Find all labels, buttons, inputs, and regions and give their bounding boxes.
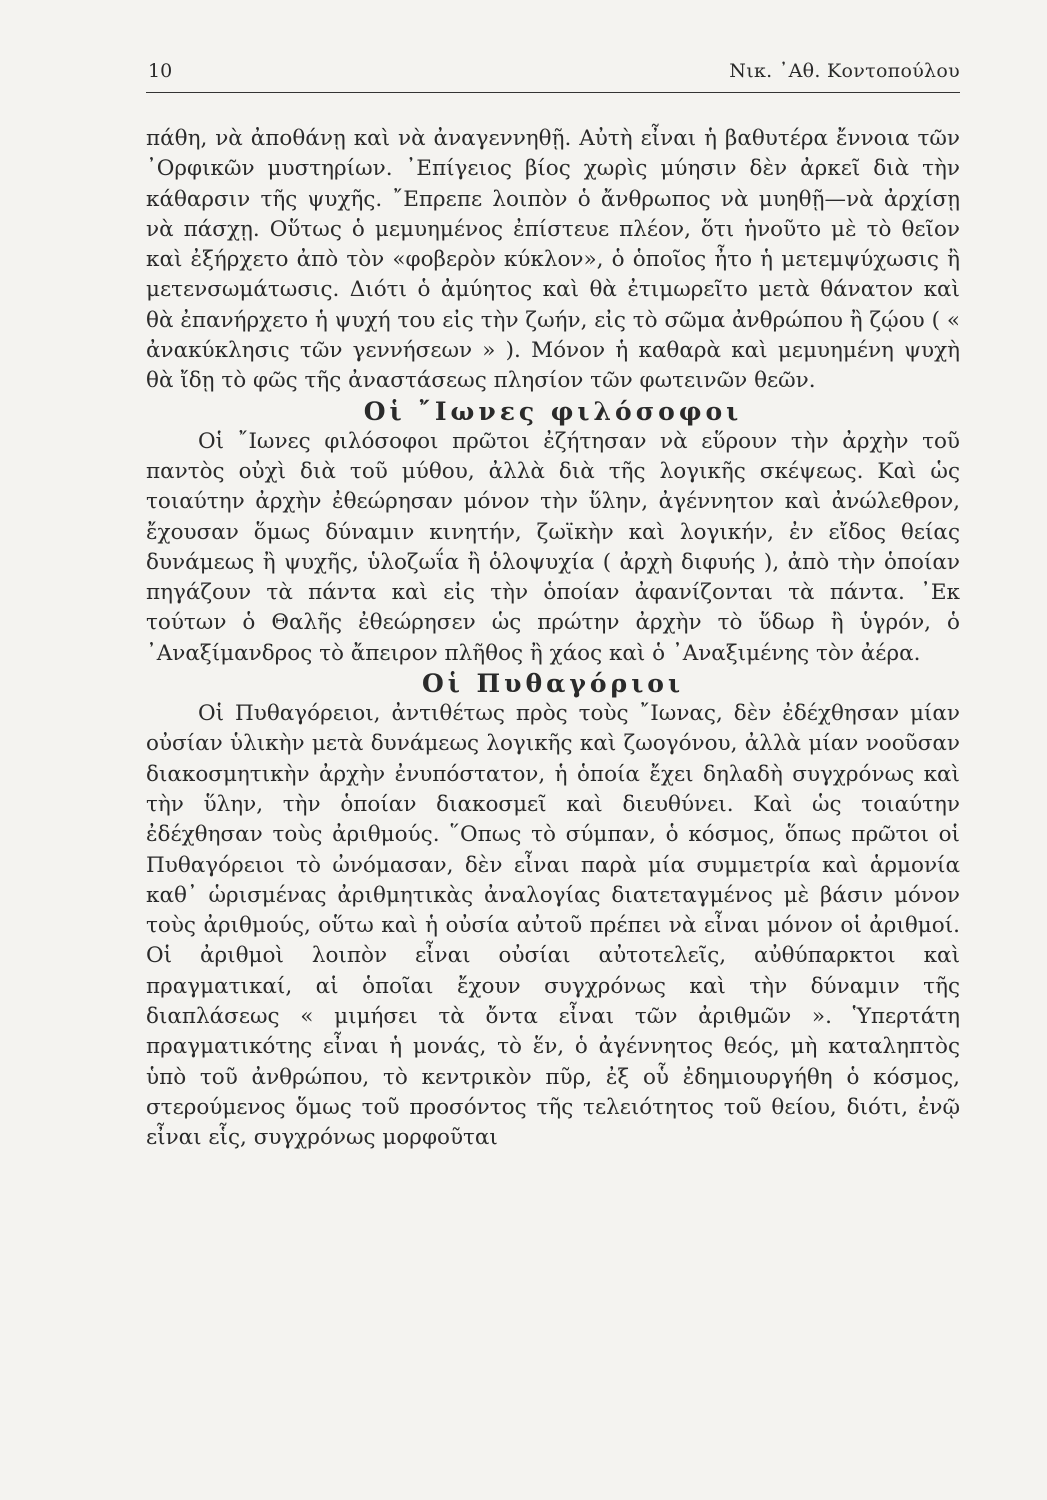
paragraph-ionian-philosophers: Οἱ ῎Ιωνες φιλόσοφοι πρῶτοι ἐζήτησαν νὰ εὕρουν τὴν ἀρχὴν τοῦ παντὸς οὐχὶ διὰ τοῦ μύθου, ἀλλὰ διὰ τῆς λογικῆς σκέψεως. Καὶ ὡς τοιαύτην ἀρχὴν ἐθεώρησαν μόνον τὴν ὕλην, ἀγέννητον καὶ ἀνώλεθρον, ἔχουσαν ὅμως δύναμιν κινητήν, ζωϊκὴν καὶ λογικήν, ἐν εἴδος θείας δυνάμεως ἢ ψυχῆς, ὑλοζωΐα ἢ ὁλοψυχία ( ἀρχὴ διφυής ), ἀπὸ τὴν ὁποίαν πηγάζουν τὰ πάντα καὶ εἰς τὴν ὁποίαν ἀφανίζονται τὰ πάντα. ᾿Εκ τούτων ὁ Θαλῆς ἐθεώρησεν ὡς πρώτην ἀρχὴν τὸ ὕδωρ ἢ ὑγρόν, ὁ ᾿Αναξίμανδρος τὸ ἄπειρον πλῆθος ἢ χάος καὶ ὁ ᾿Αναξιμένης τὸν ἀέρα. — [146, 428, 960, 666]
heading-ionian-philosophers: Οἱ ῎Ιωνες φιλόσοφοι — [363, 396, 743, 426]
page-body — [146, 124, 960, 1154]
running-title: Νικ. ᾿Αθ. Κοντοπούλου — [729, 60, 960, 82]
heading-pythagoreans: Οἱ Πυθαγόριοι — [421, 669, 685, 699]
paragraph-orphic-mysteries: πάθη, νὰ ἀποθάνῃ καὶ νὰ ἀναγεννηθῇ. Αὐτὴ εἶναι ἡ βαθυτέρα ἔννοια τῶν ᾿Ορφικῶν μυστηρίων. ᾿Επίγειος βίος χωρὶς μύησιν δὲν ἀρκεῖ διὰ τὴν κάθαρσιν τῆς ψυχῆς. ῎Επρεπε λοιπὸν ὁ ἄνθρωπος νὰ μυηθῇ—νὰ ἀρχίσῃ νὰ πάσχῃ. Οὕτως ὁ μεμυημένος ἐπίστευε πλέον, ὅτι ἡνοῦτο μὲ τὸ θεῖον καὶ ἐξήρχετο ἀπὸ τὸν «φοβερὸν κύκλον», ὁ ὁποῖος ἦτο ἡ μετεμψύχωσις ἢ μετενσωμάτωσις. Διότι ὁ ἀμύητος καὶ θὰ ἐτιμωρεῖτο μετὰ θάνατον καὶ θὰ ἐπανήρχετο ἡ ψυχή του εἰς τὴν ζωήν, εἰς τὸ σῶμα ἀνθρώπου ἢ ζῴου ( « ἀνακύκλησις τῶν γεννήσεων » ). Μόνον ἡ καθαρὰ καὶ μεμυημένη ψυχὴ θὰ ἴδῃ τὸ φῶς τῆς ἀναστάσεως πλησίον τῶν φωτεινῶν θεῶν. — [146, 126, 960, 394]
header-rule — [146, 92, 960, 93]
paragraph-pythagoreans: Οἱ Πυθαγόρειοι, ἀντιθέτως πρὸς τοὺς ῎Ιωνας, δὲν ἐδέχθησαν μίαν οὐσίαν ὑλικὴν μετὰ δυνάμεως λογικῆς καὶ ζωογόνου, ἀλλὰ μίαν νοοῦσαν διακοσμητικὴν ἀρχὴν ἐνυπόστατον, ἡ ὁποία ἔχει δηλαδὴ συγχρόνως καὶ τὴν ὕλην, τὴν ὁποίαν διακοσμεῖ καὶ διευθύνει. Καὶ ὡς τοιαύτην ἐδέχθησαν τοὺς ἀριθμούς. ῞Οπως τὸ σύμπαν, ὁ κόσμος, ὅπως πρῶτοι οἱ Πυθαγόρειοι τὸ ὠνόμασαν, δὲν εἶναι παρὰ μία συμμετρία καὶ ἁρμονία καθ᾿ ὡρισμένας ἀριθμητικὰς ἀναλογίας διατεταγμένος μὲ βάσιν μόνον τοὺς ἀριθμούς, οὕτω καὶ ἡ οὐσία αὐτοῦ πρέπει νὰ εἶναι μόνον οἱ ἀριθμοί. Οἱ ἀριθμοὶ λοιπὸν εἶναι οὐσίαι αὐτοτελεῖς, αὐθύπαρκτοι καὶ πραγματικαί, αἱ ὁποῖαι ἔχουν συγχρόνως καὶ τὴν δύναμιν τῆς διαπλάσεως « μιμήσει τὰ ὄντα εἶναι τῶν ἀριθμῶν ». Ὑπερτάτη πραγματικότης εἶναι ἡ μονάς, τὸ ἕν, ὁ ἀγέννητος θεός, μὴ καταληπτὸς ὑπὸ τοῦ ἀνθρώπου, τὸ κεντρικὸν πῦρ, ἐξ οὗ ἐδημιουργήθη ὁ κόσμος, στερούμενος ὅμως τοῦ προσόντος τῆς τελειότητος τοῦ θείου, διότι, ἐνῷ εἶναι εἷς, συγχρόνως μορφοῦται — [146, 701, 960, 1151]
page-header — [148, 60, 960, 88]
page-number: 10 — [148, 60, 173, 82]
